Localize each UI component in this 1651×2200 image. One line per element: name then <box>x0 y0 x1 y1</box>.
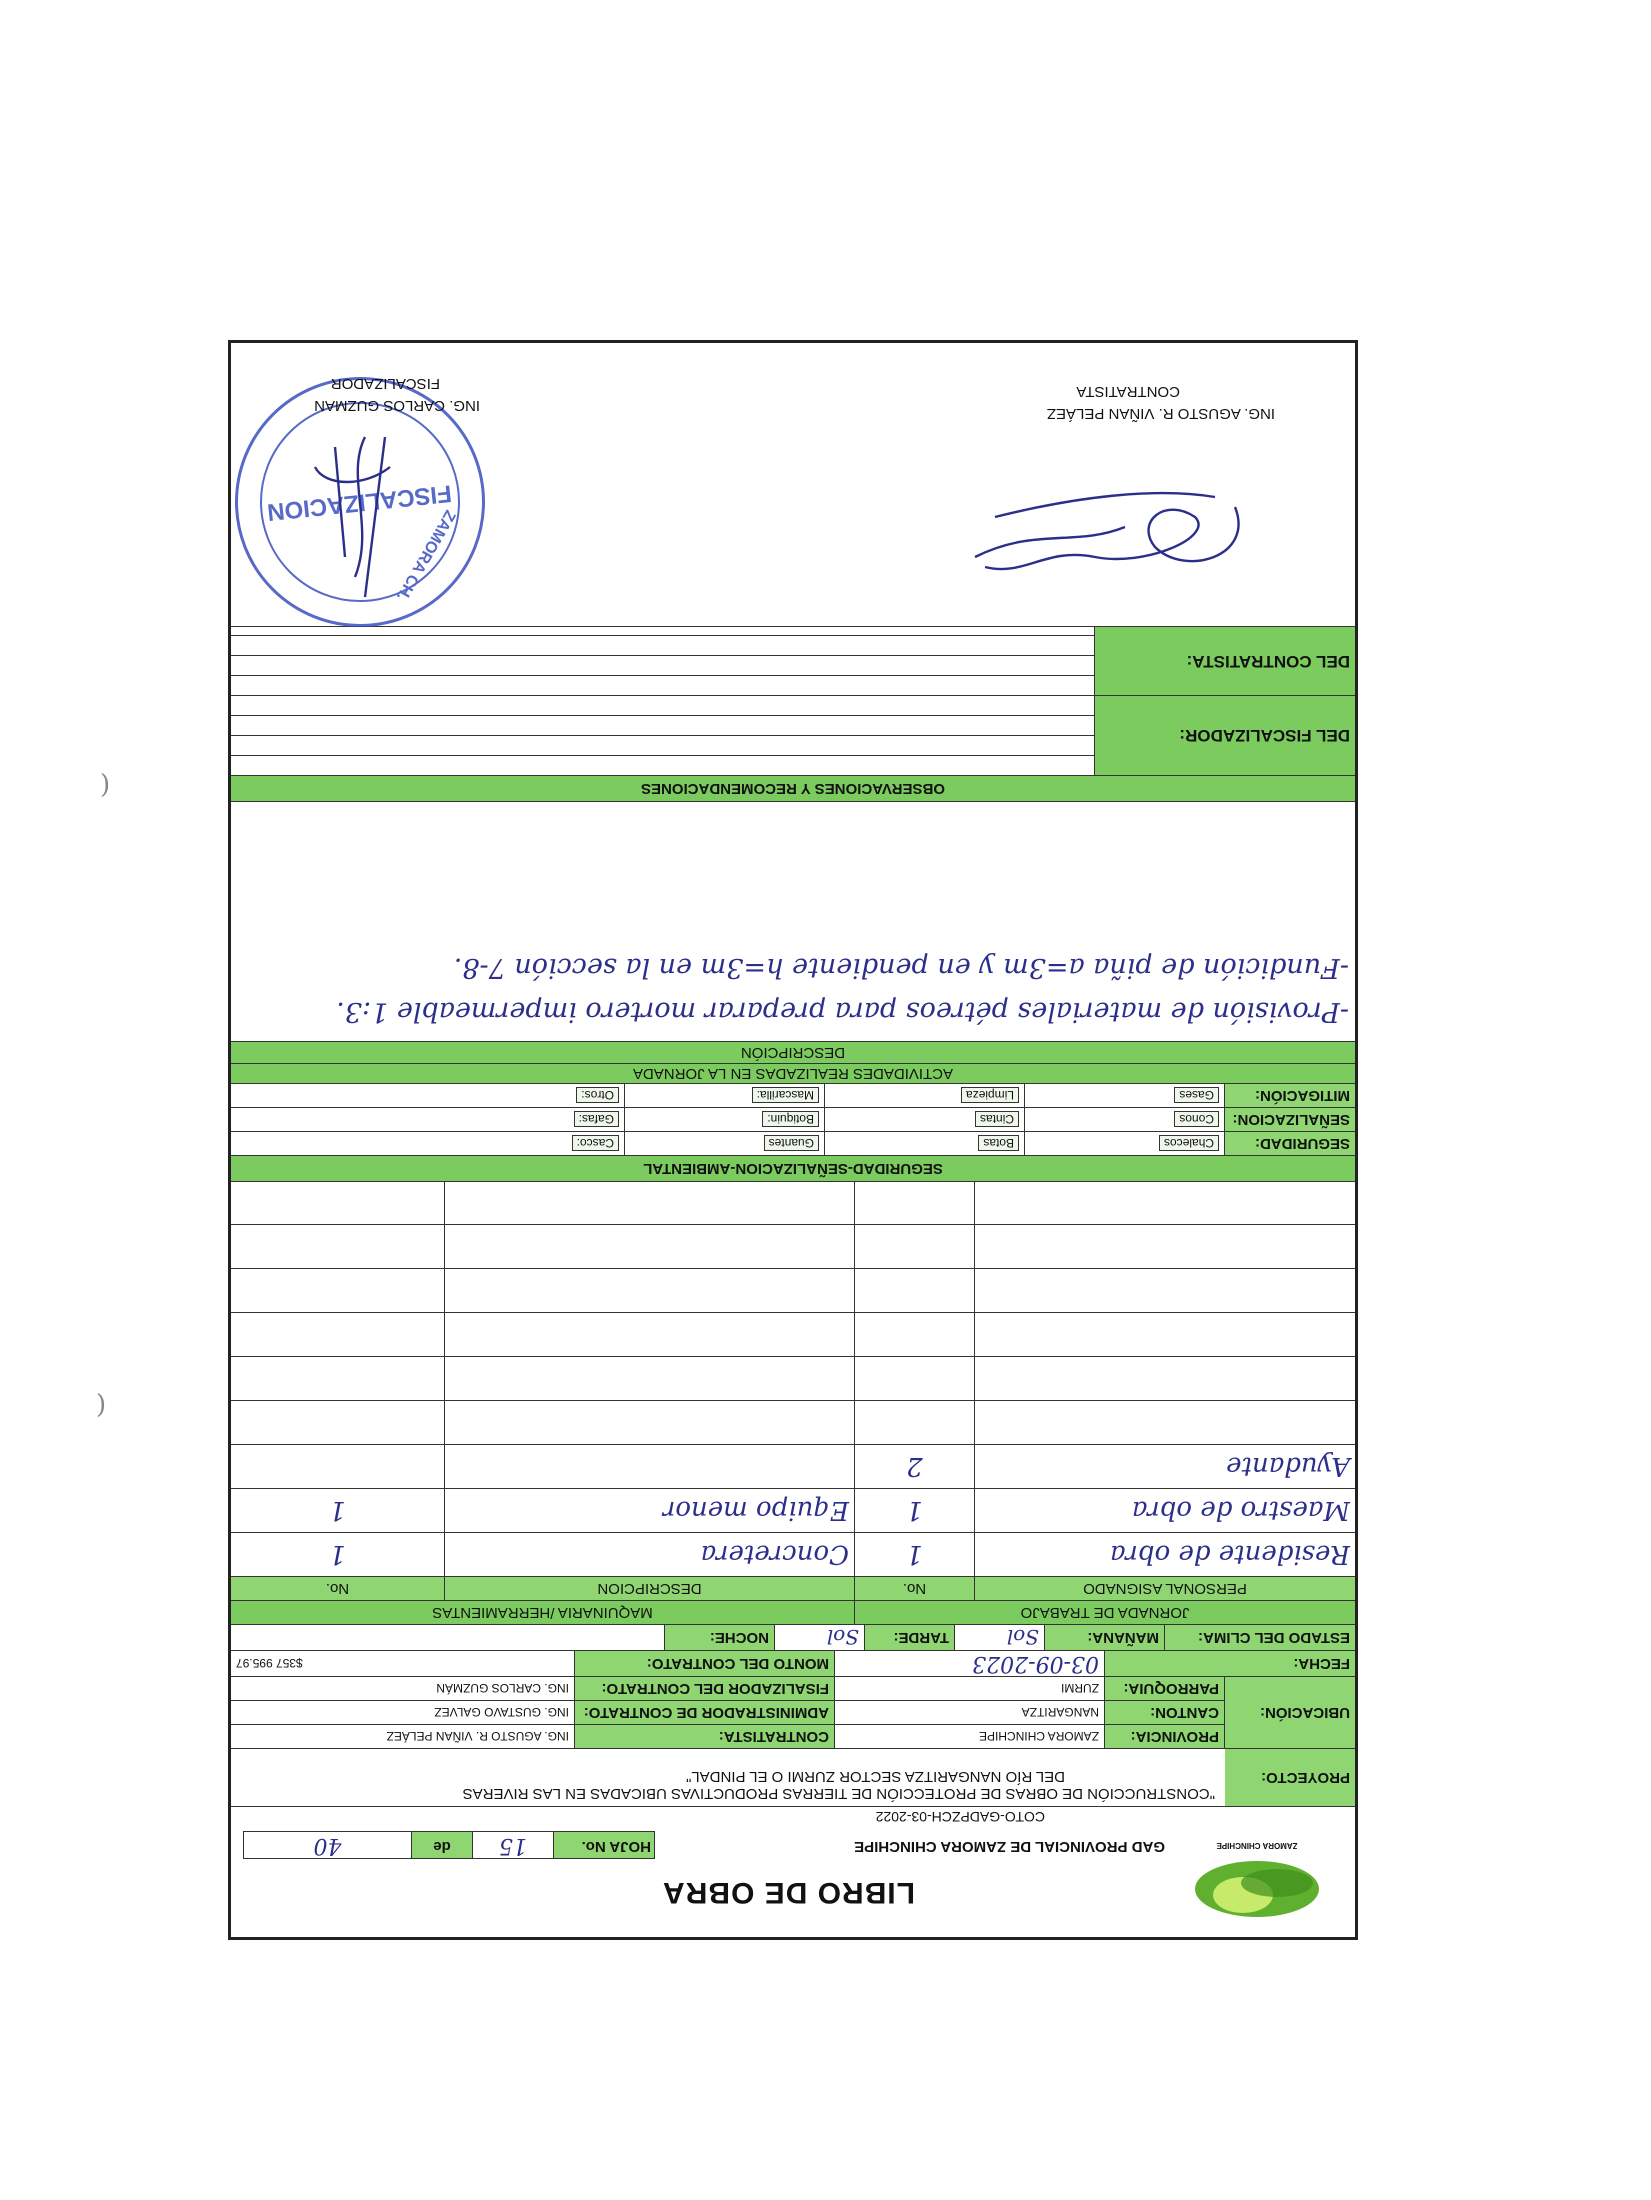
canton-value: NANGARITZA <box>835 1701 1105 1724</box>
seguridad-item-label: Cintas <box>975 1112 1019 1128</box>
obs-contratista-lines <box>231 627 1095 695</box>
personal-cell <box>975 1181 1355 1224</box>
provincia-label: PROVINCIA: <box>1105 1725 1225 1748</box>
maquinaria-no-cell: 1 <box>231 1489 445 1532</box>
logo-icon <box>1177 1841 1337 1923</box>
seguridad-row-senalizacion <box>231 1108 1355 1132</box>
project-label: PROYECTO: <box>1225 1749 1355 1806</box>
header-block <box>231 1827 1355 1937</box>
contratista-signature-block <box>945 357 1275 617</box>
actividades-title: ACTIVIDADES REALIZADAS EN LA JORNADA <box>632 1065 954 1082</box>
fiscalizador-signature-block <box>225 347 615 637</box>
maquinaria-desc-cell <box>445 1225 855 1268</box>
personal-no-cell <box>855 1269 975 1312</box>
parroquia-value: ZURMI <box>835 1677 1105 1700</box>
seguridad-item-label: Casco: <box>572 1136 619 1152</box>
project-value <box>235 1768 1215 1802</box>
maquinaria-no-cell <box>231 1313 445 1356</box>
project-row <box>231 1749 1355 1807</box>
seguridad-item <box>825 1084 1025 1107</box>
seguridad-item <box>225 1108 625 1131</box>
org-name: GAD PROVINCIAL DE ZAMORA CHINCHIPE <box>854 1838 1165 1855</box>
jornada-table-row <box>231 1269 1355 1313</box>
actividades-title-row <box>231 1064 1355 1084</box>
personal-cell: Maestro de obra <box>1131 1495 1350 1526</box>
jornada-table-row <box>231 1401 1355 1445</box>
maquinaria-desc-cell <box>445 1401 855 1444</box>
manana-value: Sol <box>955 1625 1045 1650</box>
sheet-number-box <box>243 1831 655 1859</box>
maquinaria-desc-cell <box>445 1445 855 1488</box>
seguridad-item-label: Limpieza <box>961 1088 1019 1104</box>
obs-contratista-label: DEL CONTRATISTA: <box>1095 627 1355 695</box>
maquinaria-desc-header: DESCRIPCION <box>445 1577 855 1600</box>
personal-cell: Residente de obra <box>1109 1539 1350 1570</box>
fecha-label: FECHA: <box>1105 1651 1355 1676</box>
administrador-label: ADMINISTRADOR DE CONTRATO: <box>575 1701 835 1724</box>
jornada-table-row <box>231 1181 1355 1225</box>
monto-label: MONTO DEL CONTRATO: <box>575 1651 835 1676</box>
seguridad-item <box>825 1108 1025 1131</box>
of-label: de <box>412 1832 473 1858</box>
maquinaria-no-cell <box>231 1401 445 1444</box>
personal-cell <box>975 1313 1355 1356</box>
seguridad-item <box>625 1108 825 1131</box>
seguridad-item <box>225 1132 625 1155</box>
provincia-value: ZAMORA CHINCHIPE <box>835 1725 1105 1748</box>
contratista-name: ING. AGUSTO R. VIÑAN PELÁEZ <box>1046 405 1275 422</box>
project-value-line2: DEL RÍO NANGARITZA SECTOR ZURMI O EL PINDAL" <box>686 1768 1065 1785</box>
seguridad-item <box>625 1084 825 1107</box>
seguridad-item-label: Guantes <box>764 1136 819 1152</box>
personal-no-cell <box>855 1357 975 1400</box>
jornada-title: JORNADA DE TRABAJO <box>1020 1604 1190 1621</box>
jornada-table-row <box>231 1489 1355 1533</box>
actividades-desc-header: DESCRIPCIÓN <box>740 1044 846 1061</box>
obs-fiscalizador-row <box>231 696 1355 776</box>
location-row-2 <box>231 1701 1355 1725</box>
contratista-label: CONTRATISTA: <box>575 1725 835 1748</box>
obs-fiscalizador-label: DEL FISCALIZADOR: <box>1095 696 1355 775</box>
actividades-body <box>231 802 1355 1042</box>
stamp-text: FISCALIZACION <box>265 479 453 526</box>
maquinaria-title: MAQUINARIA /HERRAMIENTAS <box>231 1601 855 1624</box>
personal-header: PERSONAL ASIGNADO <box>1083 1580 1247 1597</box>
personal-cell: Ayudante <box>1226 1451 1350 1482</box>
maquinaria-desc-cell <box>445 1313 855 1356</box>
contract-code: COTO-GADPZCH-03-2022 <box>875 1809 1045 1825</box>
personal-no-cell <box>855 1401 975 1444</box>
actividad-line-2: -Fundición de piña a=3m y en pendiente h=3m en la sección 7-8. <box>453 952 1349 983</box>
maquinaria-desc-cell <box>445 1269 855 1312</box>
logo <box>1177 1841 1337 1923</box>
maquinaria-no-cell <box>231 1445 445 1488</box>
personal-no-cell <box>855 1181 975 1224</box>
clima-row <box>231 1625 1355 1651</box>
sheet-label: HOJA No. <box>554 1832 654 1858</box>
seguridad-item <box>1025 1084 1225 1107</box>
noche-value <box>231 1625 665 1650</box>
personal-no-header: No. <box>855 1577 975 1600</box>
maquinaria-desc-cell: Equipo menor <box>445 1489 855 1532</box>
seguridad-item-label: Gafas: <box>574 1112 619 1128</box>
personal-no-cell: 2 <box>855 1445 975 1488</box>
fiscalizador-role: FISCALIZADOR <box>330 375 440 392</box>
canton-label: CANTON: <box>1105 1701 1225 1724</box>
jornada-table-row <box>231 1533 1355 1577</box>
fiscalizador-signature <box>225 397 615 637</box>
contratista-role: CONTRATISTA <box>1076 383 1180 400</box>
seguridad-item <box>825 1132 1025 1155</box>
project-value-line1: "CONSTRUCCIÓN DE OBRAS DE PROTECCIÓN DE TIERRAS PRODUCTIVAS UBICADAS EN LAS RIVERAS <box>462 1785 1215 1802</box>
fiscalizador-value: ING. CARLOS GUZMÁN <box>231 1677 575 1700</box>
maquinaria-no-cell <box>231 1225 445 1268</box>
monto-value: $357 995.97 <box>231 1651 575 1676</box>
seguridad-item-label: Gases <box>1174 1088 1219 1104</box>
seguridad-item-label: Mascarilla: <box>752 1088 819 1104</box>
maquinaria-desc-cell <box>445 1181 855 1224</box>
jornada-table-row <box>231 1445 1355 1489</box>
personal-no-cell <box>855 1225 975 1268</box>
seguridad-item-label: Chalecos <box>1159 1136 1219 1152</box>
location-row-3 <box>231 1677 1355 1701</box>
fiscalizador-label: FISALIZADOR DEL CONTRATO: <box>575 1677 835 1700</box>
sheet-total: 40 <box>244 1832 412 1858</box>
fecha-value: 03-09-2023 <box>835 1651 1105 1676</box>
seguridad-title: SEGURIDAD-SEÑALIZACION-AMBIENTAL <box>643 1160 943 1177</box>
maquinaria-no-cell <box>231 1181 445 1224</box>
fiscalizador-name: ING. CARLOS GUZMAN <box>314 397 480 414</box>
jornada-title-row <box>231 1601 1355 1625</box>
maquinaria-no-cell: 1 <box>231 1533 445 1576</box>
sheet-number: 15 <box>473 1832 554 1858</box>
seguridad-item <box>1025 1108 1225 1131</box>
maquinaria-no-cell <box>231 1357 445 1400</box>
seguridad-title-row <box>231 1156 1355 1182</box>
clima-label: ESTADO DEL CLIMA: <box>1165 1625 1355 1650</box>
ubicacion-label: UBICACIÓN: <box>1225 1677 1355 1749</box>
personal-no-cell: 1 <box>855 1533 975 1576</box>
contratista-signature <box>945 467 1275 617</box>
personal-no-cell <box>855 1313 975 1356</box>
margin-mark-2: ) <box>96 1390 107 1420</box>
obs-fiscalizador-lines <box>231 696 1095 775</box>
seguridad-item-label: Conos <box>1174 1112 1219 1128</box>
manana-label: MAÑANA: <box>1045 1625 1165 1650</box>
location-row-1 <box>231 1725 1355 1749</box>
tarde-label: TARDE: <box>865 1625 955 1650</box>
seguridad-item-label: Botas <box>978 1136 1019 1152</box>
administrador-value: ING. GUSTAVO GALVEZ <box>231 1701 575 1724</box>
personal-cell <box>975 1269 1355 1312</box>
seguridad-item-label: Botiquin: <box>762 1112 819 1128</box>
actividad-line-1: -Provisión de materiales pétreos para preparar mortero impermeable 1:3. <box>336 996 1349 1027</box>
seguridad-row-mitigacion <box>231 1084 1355 1108</box>
maquinaria-no-header: No. <box>231 1577 445 1600</box>
seguridad-item-label: Otros: <box>576 1088 619 1104</box>
seguridad-item <box>225 1084 625 1107</box>
contratista-value: ING. AGUSTO R. VIÑAN PELÁEZ <box>231 1725 575 1748</box>
maquinaria-desc-cell <box>445 1357 855 1400</box>
jornada-table-row <box>231 1225 1355 1269</box>
jornada-header-row <box>231 1577 1355 1601</box>
observaciones-title: OBSERVACIONES Y RECOMENDACIONES <box>641 780 945 797</box>
maquinaria-no-cell <box>231 1269 445 1312</box>
maquinaria-desc-cell: Concretera <box>445 1533 855 1576</box>
parroquia-label: PARROQUIA: <box>1105 1677 1225 1700</box>
fecha-row <box>231 1651 1355 1677</box>
jornada-table-row <box>231 1313 1355 1357</box>
personal-cell <box>975 1357 1355 1400</box>
personal-cell <box>975 1401 1355 1444</box>
mitigacion-label: MITIGACIÓN: <box>1225 1084 1355 1107</box>
tarde-value: Sol <box>775 1625 865 1650</box>
seguridad-row-seguridad <box>231 1132 1355 1156</box>
jornada-table-row <box>231 1357 1355 1401</box>
seguridad-item <box>625 1132 825 1155</box>
noche-label: NOCHE: <box>665 1625 775 1650</box>
stamp-ring-text: ZAMORA CH. <box>392 506 459 604</box>
personal-cell <box>975 1225 1355 1268</box>
margin-mark-1: ) <box>100 770 111 800</box>
observaciones-title-row <box>231 776 1355 802</box>
senalizacion-label: SEÑALIZACION: <box>1225 1108 1355 1131</box>
logo-text: ZAMORA CHINCHIPE <box>1216 1841 1298 1850</box>
actividades-header-row <box>231 1042 1355 1064</box>
seguridad-item <box>1025 1132 1225 1155</box>
libro-de-obra-sheet <box>228 340 1358 1940</box>
personal-no-cell: 1 <box>855 1489 975 1532</box>
seguridad-label: SEGURIDAD: <box>1225 1132 1355 1155</box>
page-title: LIBRO DE OBRA <box>662 1876 915 1909</box>
